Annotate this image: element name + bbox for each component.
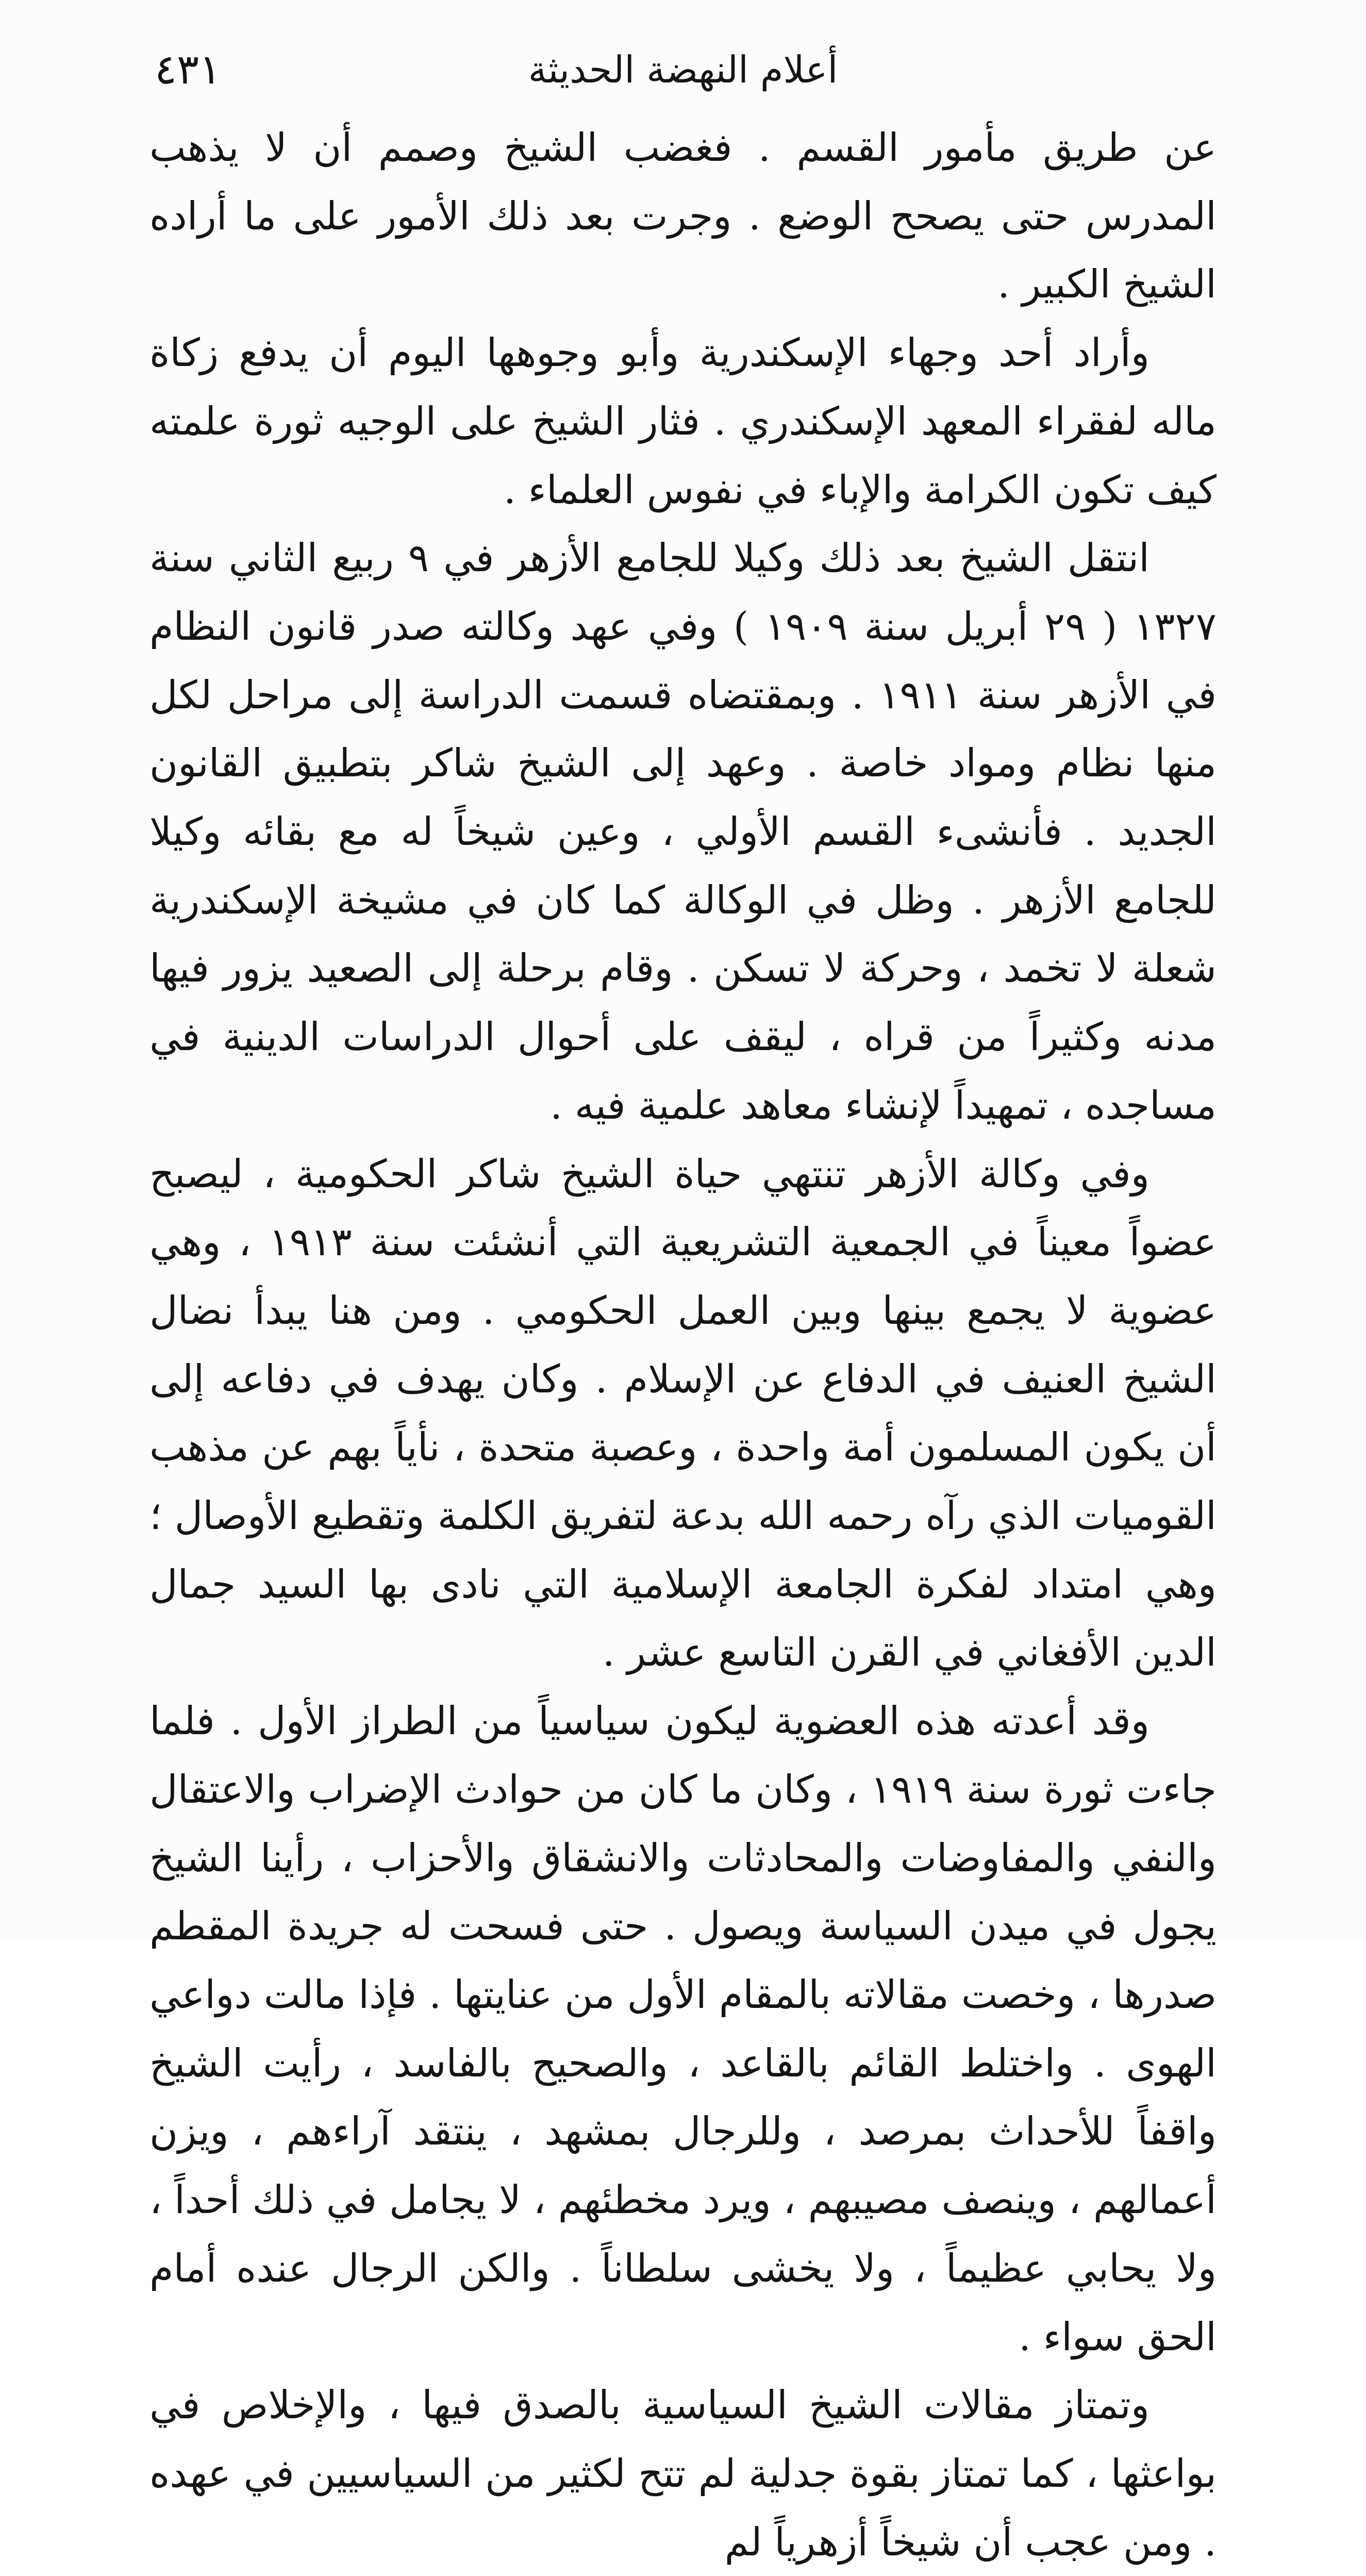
running-title: أعلام النهضة الحديثة — [528, 48, 838, 91]
paragraph-6: وتمتاز مقالات الشيخ السياسية بالصدق فيها ، والإخلاص في بواعثها ، كما تمتاز بقوة جدلية لم تتح لكثير من السياسيين في عهده . ومن عجب أن شيخاً أزهرياً لم — [149, 2382, 1217, 2565]
paragraph-2: وأراد أحد وجهاء الإسكندرية وأبو وجوهها اليوم أن يدفع زكاة ماله لفقراء المعهد الإسكندري . فثار الشيخ على الوجيه ثورة علمته كيف تكون الكرامة والإباء في نفوس العلماء . — [149, 330, 1217, 512]
page-body — [149, 113, 1217, 2576]
paragraph-3: انتقل الشيخ بعد ذلك وكيلا للجامع الأزهر في ٩ ربيع الثاني سنة ١٣٢٧ ( ٢٩ أبريل سنة ١٩٠٩ ) وفي عهد وكالته صدر قانون النظام في الأزهر سنة ١٩١١ . وبمقتضاه قسمت الدراسة إلى مراحل لكل منها نظام ومواد خاصة . وعهد إلى الشيخ شاكر بتطبيق القانون الجديد . فأنشىء القسم الأولي ، وعين شيخاً له مع بقائه وكيلا للجامع الأزهر . وظل في الوكالة كما كان في مشيخة الإسكندرية شعلة لا تخمد ، وحركة لا تسكن . وقام برحلة إلى الصعيد يزور فيها مدنه وكثيراً من قراه ، ليقف على أحوال الدراسات الدينية في مساجده ، تمهيداً لإنشاء معاهد علمية فيه . — [149, 535, 1217, 1128]
page-number: ٤٣١ — [155, 45, 221, 93]
paragraph-5: وقد أعدته هذه العضوية ليكون سياسياً من الطراز الأول . فلما جاءت ثورة سنة ١٩١٩ ، وكان ما كان من حوادث الإضراب والاعتقال والنفي والمفاوضات والمحادثات والانشقاق والأحزاب ، رأينا الشيخ يجول في ميدن السياسة ويصول . حتى فسحت له جريدة المقطم صدرها ، وخصت مقالاته بالمقام الأول من عنايتها . فإذا مالت دواعي الهوى . واختلط القائم بالقاعد ، والصحيح بالفاسد ، رأيت الشيخ واقفاً للأحداث بمرصد ، وللرجال بمشهد ، ينتقد آراءهم ، ويزن أعمالهم ، وينصف مصيبهم ، ويرد مخطئهم ، لا يجامل في ذلك أحداً ، ولا يحابي عظيماً ، ولا يخشى سلطاناً . والكن الرجال عنده أمام الحق سواء . — [149, 1698, 1217, 2359]
paragraph-4: وفي وكالة الأزهر تنتهي حياة الشيخ شاكر الحكومية ، ليصبح عضواً معيناً في الجمعية التشريعية التي أنشئت سنة ١٩١٣ ، وهي عضوية لا يجمع بينها وبين العمل الحكومي . ومن هنا يبدأ نضال الشيخ العنيف في الدفاع عن الإسلام . وكان يهدف في دفاعه إلى أن يكون المسلمون أمة واحدة ، وعصبة متحدة ، نأياً بهم عن مذهب القوميات الذي رآه رحمه الله بدعة لتفريق الكلمة وتقطيع الأوصال ؛ وهي امتداد لفكرة الجامعة الإسلامية التي نادى بها السيد جمال الدين الأفغاني في القرن التاسع عشر . — [149, 1151, 1217, 1675]
paragraph-1: عن طريق مأمور القسم . فغضب الشيخ وصمم أن لا يذهب المدرس حتى يصحح الوضع . وجرت بعد ذلك الأمور على ما أراده الشيخ الكبير . — [149, 125, 1217, 307]
page-header — [155, 31, 1211, 108]
